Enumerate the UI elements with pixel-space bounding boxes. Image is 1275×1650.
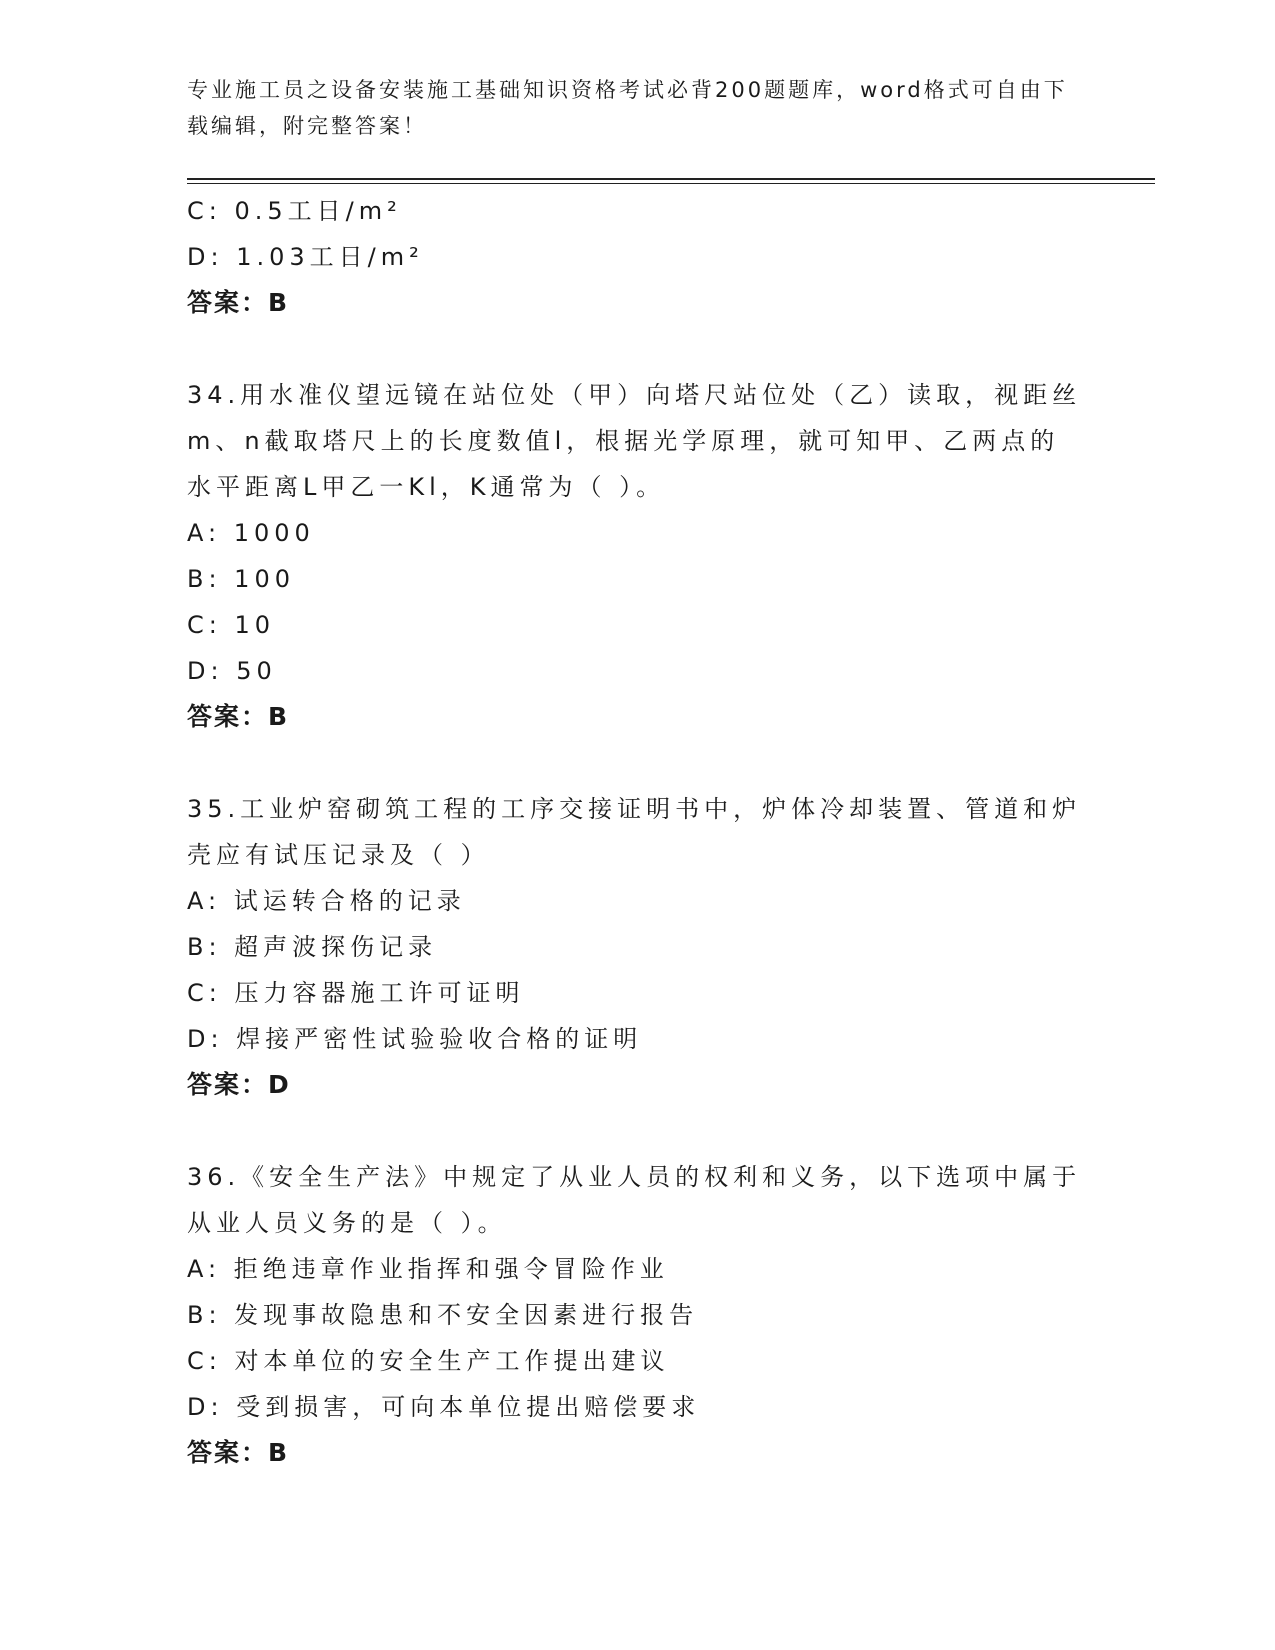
option-c: C: 0.5工日/m² [187,197,402,225]
option-c: C: 对本单位的安全生产工作提出建议 [187,1347,670,1375]
option-d: D: 50 [187,657,277,685]
question-text-line: 壳应有试压记录及（ ） [187,841,490,869]
question-36 [187,1154,1087,1476]
option-a: A: 拒绝违章作业指挥和强令冒险作业 [187,1255,669,1283]
answer-label: 答案：B [187,702,290,731]
question-text-line: 水平距离L甲乙一Kl，K通常为（ ）。 [187,473,666,501]
header-divider-thin [187,183,1155,184]
spacer [187,1108,1087,1154]
question-33-continuation [187,188,1087,326]
question-content [187,188,1087,1476]
option-c: C: 压力容器施工许可证明 [187,979,525,1007]
answer-label: 答案：D [187,1070,291,1099]
spacer [187,740,1087,786]
answer-label: 答案：B [187,288,290,317]
question-text-line: 34.用水准仪望远镜在站位处（甲）向塔尺站位处（乙）读取，视距丝 [187,381,1082,409]
option-c: C: 10 [187,611,276,639]
option-d: D: 受到损害，可向本单位提出赔偿要求 [187,1393,701,1421]
option-d: D: 焊接严密性试验验收合格的证明 [187,1025,643,1053]
option-a: A: 1000 [187,519,315,547]
question-text-line: m、n截取塔尺上的长度数值l，根据光学原理，就可知甲、乙两点的 [187,427,1060,455]
answer-label: 答案：B [187,1438,290,1467]
question-35 [187,786,1087,1108]
question-text-line: 35.工业炉窑砌筑工程的工序交接证明书中，炉体冷却装置、管道和炉 [187,795,1082,823]
option-a: A: 试运转合格的记录 [187,887,466,915]
page-header: 专业施工员之设备安装施工基础知识资格考试必背200题题库，word格式可自由下载编辑，附完整答案！ [187,78,1068,138]
option-b: B: 100 [187,565,295,593]
spacer [187,326,1087,372]
question-text-line: 从业人员义务的是（ ）。 [187,1209,507,1237]
option-d: D: 1.03工日/m² [187,243,424,271]
option-b: B: 超声波探伤记录 [187,933,438,961]
question-34 [187,372,1087,740]
option-b: B: 发现事故隐患和不安全因素进行报告 [187,1301,699,1329]
question-text-line: 36.《安全生产法》中规定了从业人员的权利和义务，以下选项中属于 [187,1163,1082,1191]
header-divider-thick [187,178,1155,180]
